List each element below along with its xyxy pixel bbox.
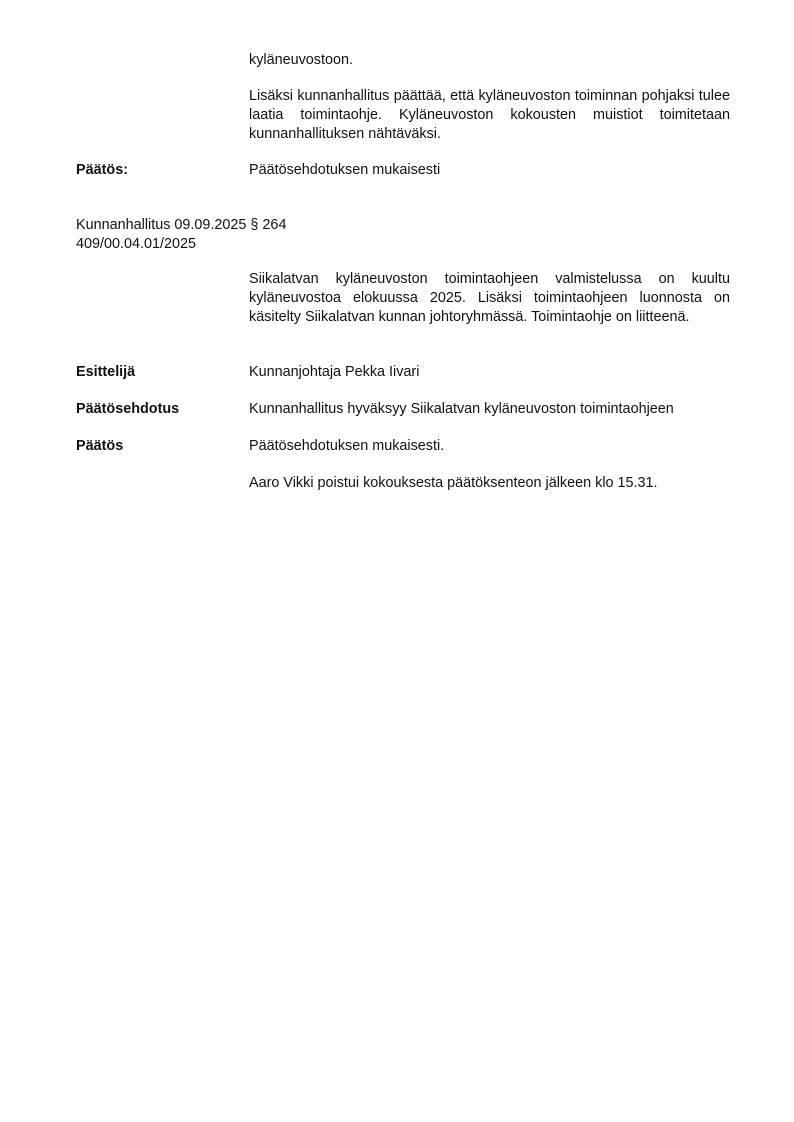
meeting-reference: Kunnanhallitus 09.09.2025 § 264 bbox=[76, 217, 287, 233]
decision-label-2: Päätös bbox=[76, 438, 124, 454]
proposal-label: Päätösehdotus bbox=[76, 401, 180, 417]
proposal-text: Kunnanhallitus hyväksyy Siikalatvan kyläneuvoston toimintaohjeen bbox=[249, 401, 674, 417]
record-id: 409/00.04.01/2025 bbox=[76, 236, 197, 252]
carryover-text: kyläneuvostoon. bbox=[249, 52, 354, 68]
decision-text-2: Päätösehdotuksen mukaisesti. bbox=[249, 438, 445, 454]
decision-text: Päätösehdotuksen mukaisesti bbox=[249, 162, 441, 178]
departure-note: Aaro Vikki poistui kokouksesta päätöksenteon jälkeen klo 15.31. bbox=[249, 475, 658, 491]
decision-paragraph: Lisäksi kunnanhallitus päättää, että kyläneuvoston toiminnan pohjaksi tulee laatia toimintaohje. Kyläneuvoston kokousten muistiot toimitetaan kunnanhallituksen nähtäväksi. bbox=[249, 88, 730, 142]
presenter-text: Kunnanjohtaja Pekka Iivari bbox=[249, 364, 420, 380]
intro-paragraph: Siikalatvan kyläneuvoston toimintaohjeen valmistelussa on kuultu kyläneuvostoa elokuussa 2025. Lisäksi toimintaohjeen luonnosta on käsitelty Siikalatvan kunnan johtoryhmässä. Toimintaohje on liitteenä. bbox=[249, 271, 730, 325]
presenter-label: Esittelijä bbox=[76, 364, 136, 380]
decision-label: Päätös: bbox=[76, 162, 128, 178]
